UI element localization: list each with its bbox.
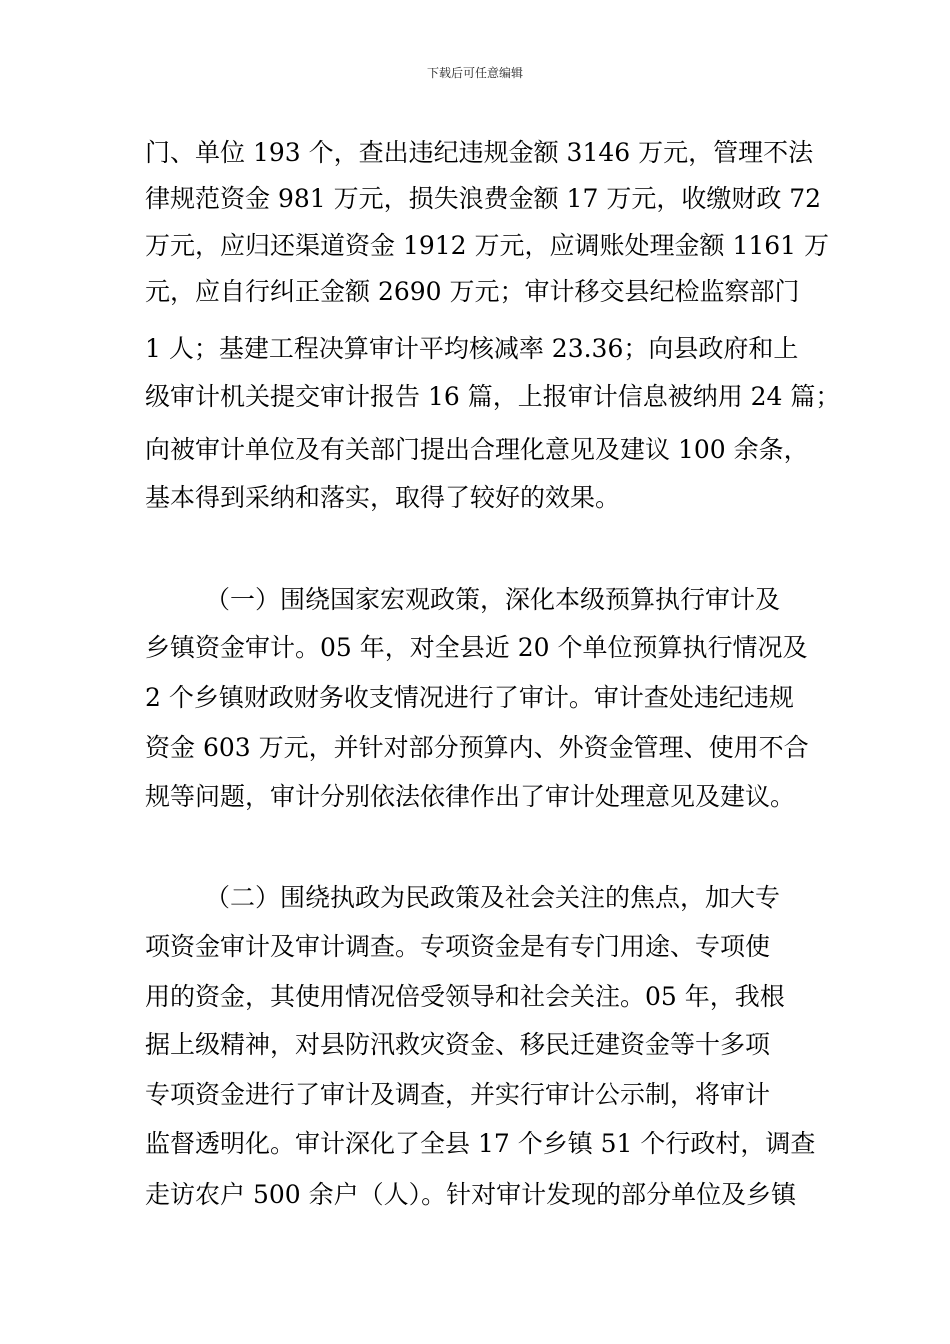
paragraph-1-line-3: 万元，应归还渠道资金 1912 万元，应调账处理金额 1161 万 [145, 231, 830, 260]
paragraph-2-line-5: 规等问题，审计分别依法依律作出了审计处理意见及建议。 [145, 782, 796, 811]
paragraph-3-line-6: 监督透明化。审计深化了全县 17 个乡镇 51 个行政村，调查 [145, 1129, 816, 1158]
paragraph-3-line-5: 专项资金进行了审计及调查，并实行审计公示制，将审计 [145, 1080, 771, 1109]
page-header: 下载后可任意编辑 [426, 66, 523, 80]
paragraph-3-line-3: 用的资金，其使用情况倍受领导和社会关注。05 年，我根 [145, 982, 785, 1011]
paragraph-2-line-4: 资金 603 万元，并针对部分预算内、外资金管理、使用不合 [145, 733, 809, 762]
paragraph-1-line-2: 律规范资金 981 万元，损失浪费金额 17 万元，收缴财政 72 [145, 184, 822, 213]
paragraph-1-line-6: 级审计机关提交审计报告 16 篇，上报审计信息被纳用 24 篇； [145, 382, 841, 411]
paragraph-3-line-2: 项资金审计及审计调查。专项资金是有专门用途、专项使 [145, 932, 771, 961]
paragraph-2-line-3: 2 个乡镇财政财务收支情况进行了审计。审计查处违纪违规 [145, 683, 794, 712]
paragraph-2-line-1: （一）围绕国家宏观政策，深化本级预算执行审计及 [205, 585, 781, 614]
paragraph-1-line-7: 向被审计单位及有关部门提出合理化意见及建议 100 余条， [145, 435, 809, 464]
paragraph-1-line-5: 1 人；基建工程决算审计平均核减率 23.36；向县政府和上 [145, 334, 799, 363]
paragraph-1-line-4: 元，应自行纠正金额 2690 万元；审计移交县纪检监察部门 [145, 277, 800, 306]
paragraph-2-line-2: 乡镇资金审计。05 年，对全县近 20 个单位预算执行情况及 [145, 633, 808, 662]
paragraph-1-line-1: 门、单位 193 个，查出违纪违规金额 3146 万元，管理不法 [145, 138, 814, 167]
paragraph-1-line-8: 基本得到采纳和落实，取得了较好的效果。 [145, 483, 621, 512]
paragraph-3-line-4: 据上级精神，对县防汛救灾资金、移民迁建资金等十多项 [145, 1030, 771, 1059]
paragraph-3-line-1: （二）围绕执政为民政策及社会关注的焦点，加大专 [205, 883, 781, 912]
paragraph-3-line-7: 走访农户 500 余户（人）。针对审计发现的部分单位及乡镇 [145, 1180, 797, 1209]
